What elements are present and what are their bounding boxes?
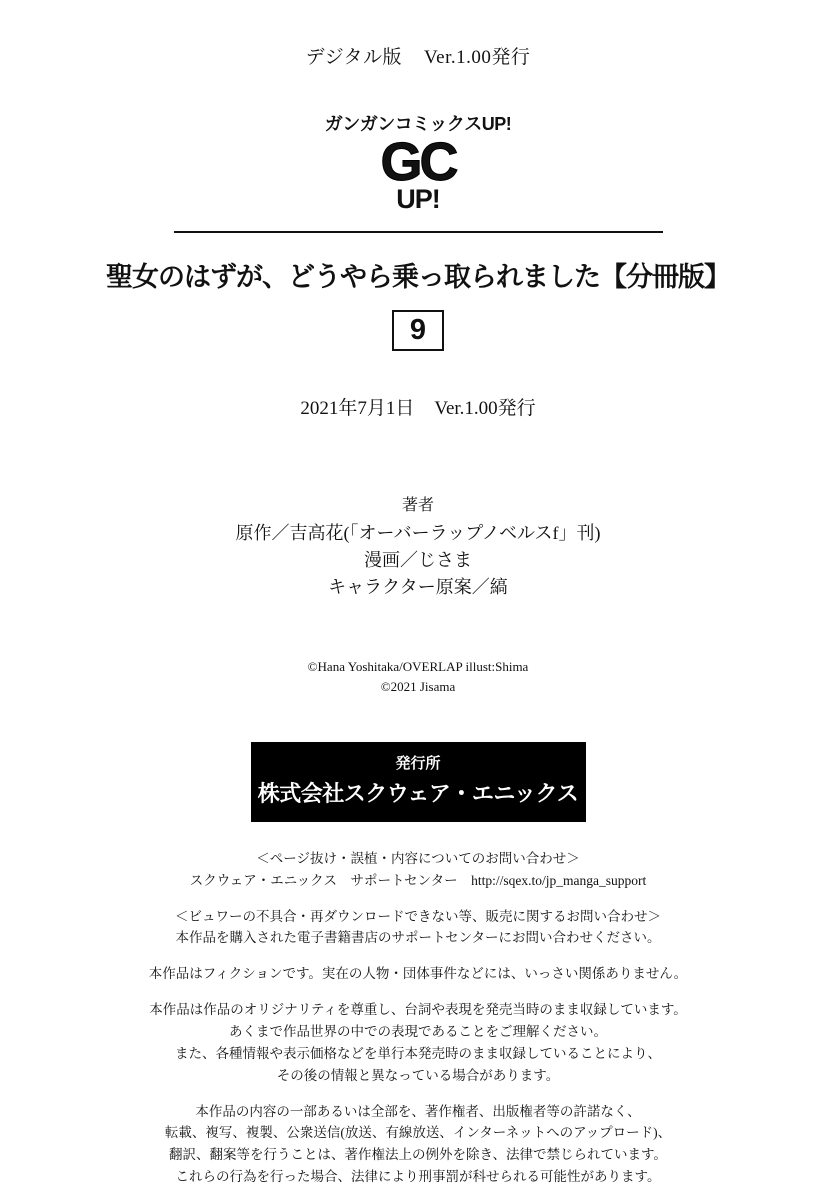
notice-support-contact [98,848,738,892]
imprint-logo-bottom-text: UP! [396,184,440,215]
notice-line: 翻訳、翻案等を行うことは、著作権法上の例外を除き、法律で禁じられています。 [169,1147,667,1163]
notice-line: ＜ビュワーの不具合・再ダウンロードできない等、販売に関するお問い合わせ＞ [175,908,661,924]
notice-line: 転載、複写、複製、公衆送信(放送、有線放送、インターネットへのアップロード)、 [164,1125,672,1141]
digital-version-number: Ver.1.00発行 [424,47,531,68]
credits-label: 著者 [401,497,434,515]
copyright-line-2: ©2021 Jisama [380,679,456,695]
notice-viewer-contact [98,906,738,950]
digital-version-line [306,42,531,69]
notice-line: その後の情報と異なっている場合があります。 [276,1067,560,1083]
copyright-line-1: ©Hana Yoshitaka/OVERLAP illust:Shima [307,659,529,675]
notice-originality [98,999,738,1086]
notice-line: 本作品を購入された電子書籍書店のサポートセンターにお問い合わせください。 [175,930,661,946]
divider-rule [174,231,663,233]
digital-version-label: デジタル版 [305,47,403,68]
publisher-label: 発行所 [395,755,441,773]
credit-line-manga: 漫画／じさま [364,550,472,571]
publication-date-line [300,393,535,420]
publication-date: 2021年7月1日 [300,398,415,420]
notice-line: あくまで作品世界の中での表現であることをご理解ください。 [229,1023,607,1039]
imprint-logo-main-text: GC [380,132,456,192]
notice-line: また、各種情報や表示価格などを単行本発売時のまま収録していることにより、 [175,1045,661,1061]
notices-block [98,848,738,1188]
notice-line: ＜ページ抜け・誤植・内容についてのお問い合わせ＞ [256,850,580,866]
copyright-block [308,657,529,697]
publisher-bar [251,742,586,822]
volume-number-box [392,310,444,351]
credit-line-original: 原作／吉高花(「オーバーラップノベルスf」刊) [235,523,601,544]
publisher-name: 株式会社スクウェア・エニックス [257,780,579,806]
volume-number: 9 [409,313,427,346]
notice-fiction-disclaimer [98,963,738,985]
publication-version: Ver.1.00発行 [434,398,536,420]
notice-copyright-law [98,1101,738,1188]
credit-line-character-design: キャラクター原案／縞 [328,577,508,598]
notice-line: これらの行為を行った場合、法律により刑事罰が科せられる可能性があります。 [175,1169,661,1185]
credits-block [235,494,600,601]
work-title: 聖女のはずが、どうやら乗っ取られました【分冊版】 [106,261,730,292]
imprint-logo-top-text: ガンガンコミックスUP! [324,114,512,134]
imprint-logo [325,115,511,213]
notice-line: 本作品は作品のオリジナリティを尊重し、台詞や表現を発売当時のまま収録しています。 [149,1002,687,1018]
notice-line: スクウェア・エニックス サポートセンター http://sqex.to/jp_manga_support [189,872,647,888]
notice-line: 本作品はフィクションです。実在の人物・団体事件などには、いっさい関係ありません。 [148,966,688,982]
notice-line: 本作品の内容の一部あるいは全部を、著作権者、出版権者等の許諾なく、 [195,1103,641,1119]
